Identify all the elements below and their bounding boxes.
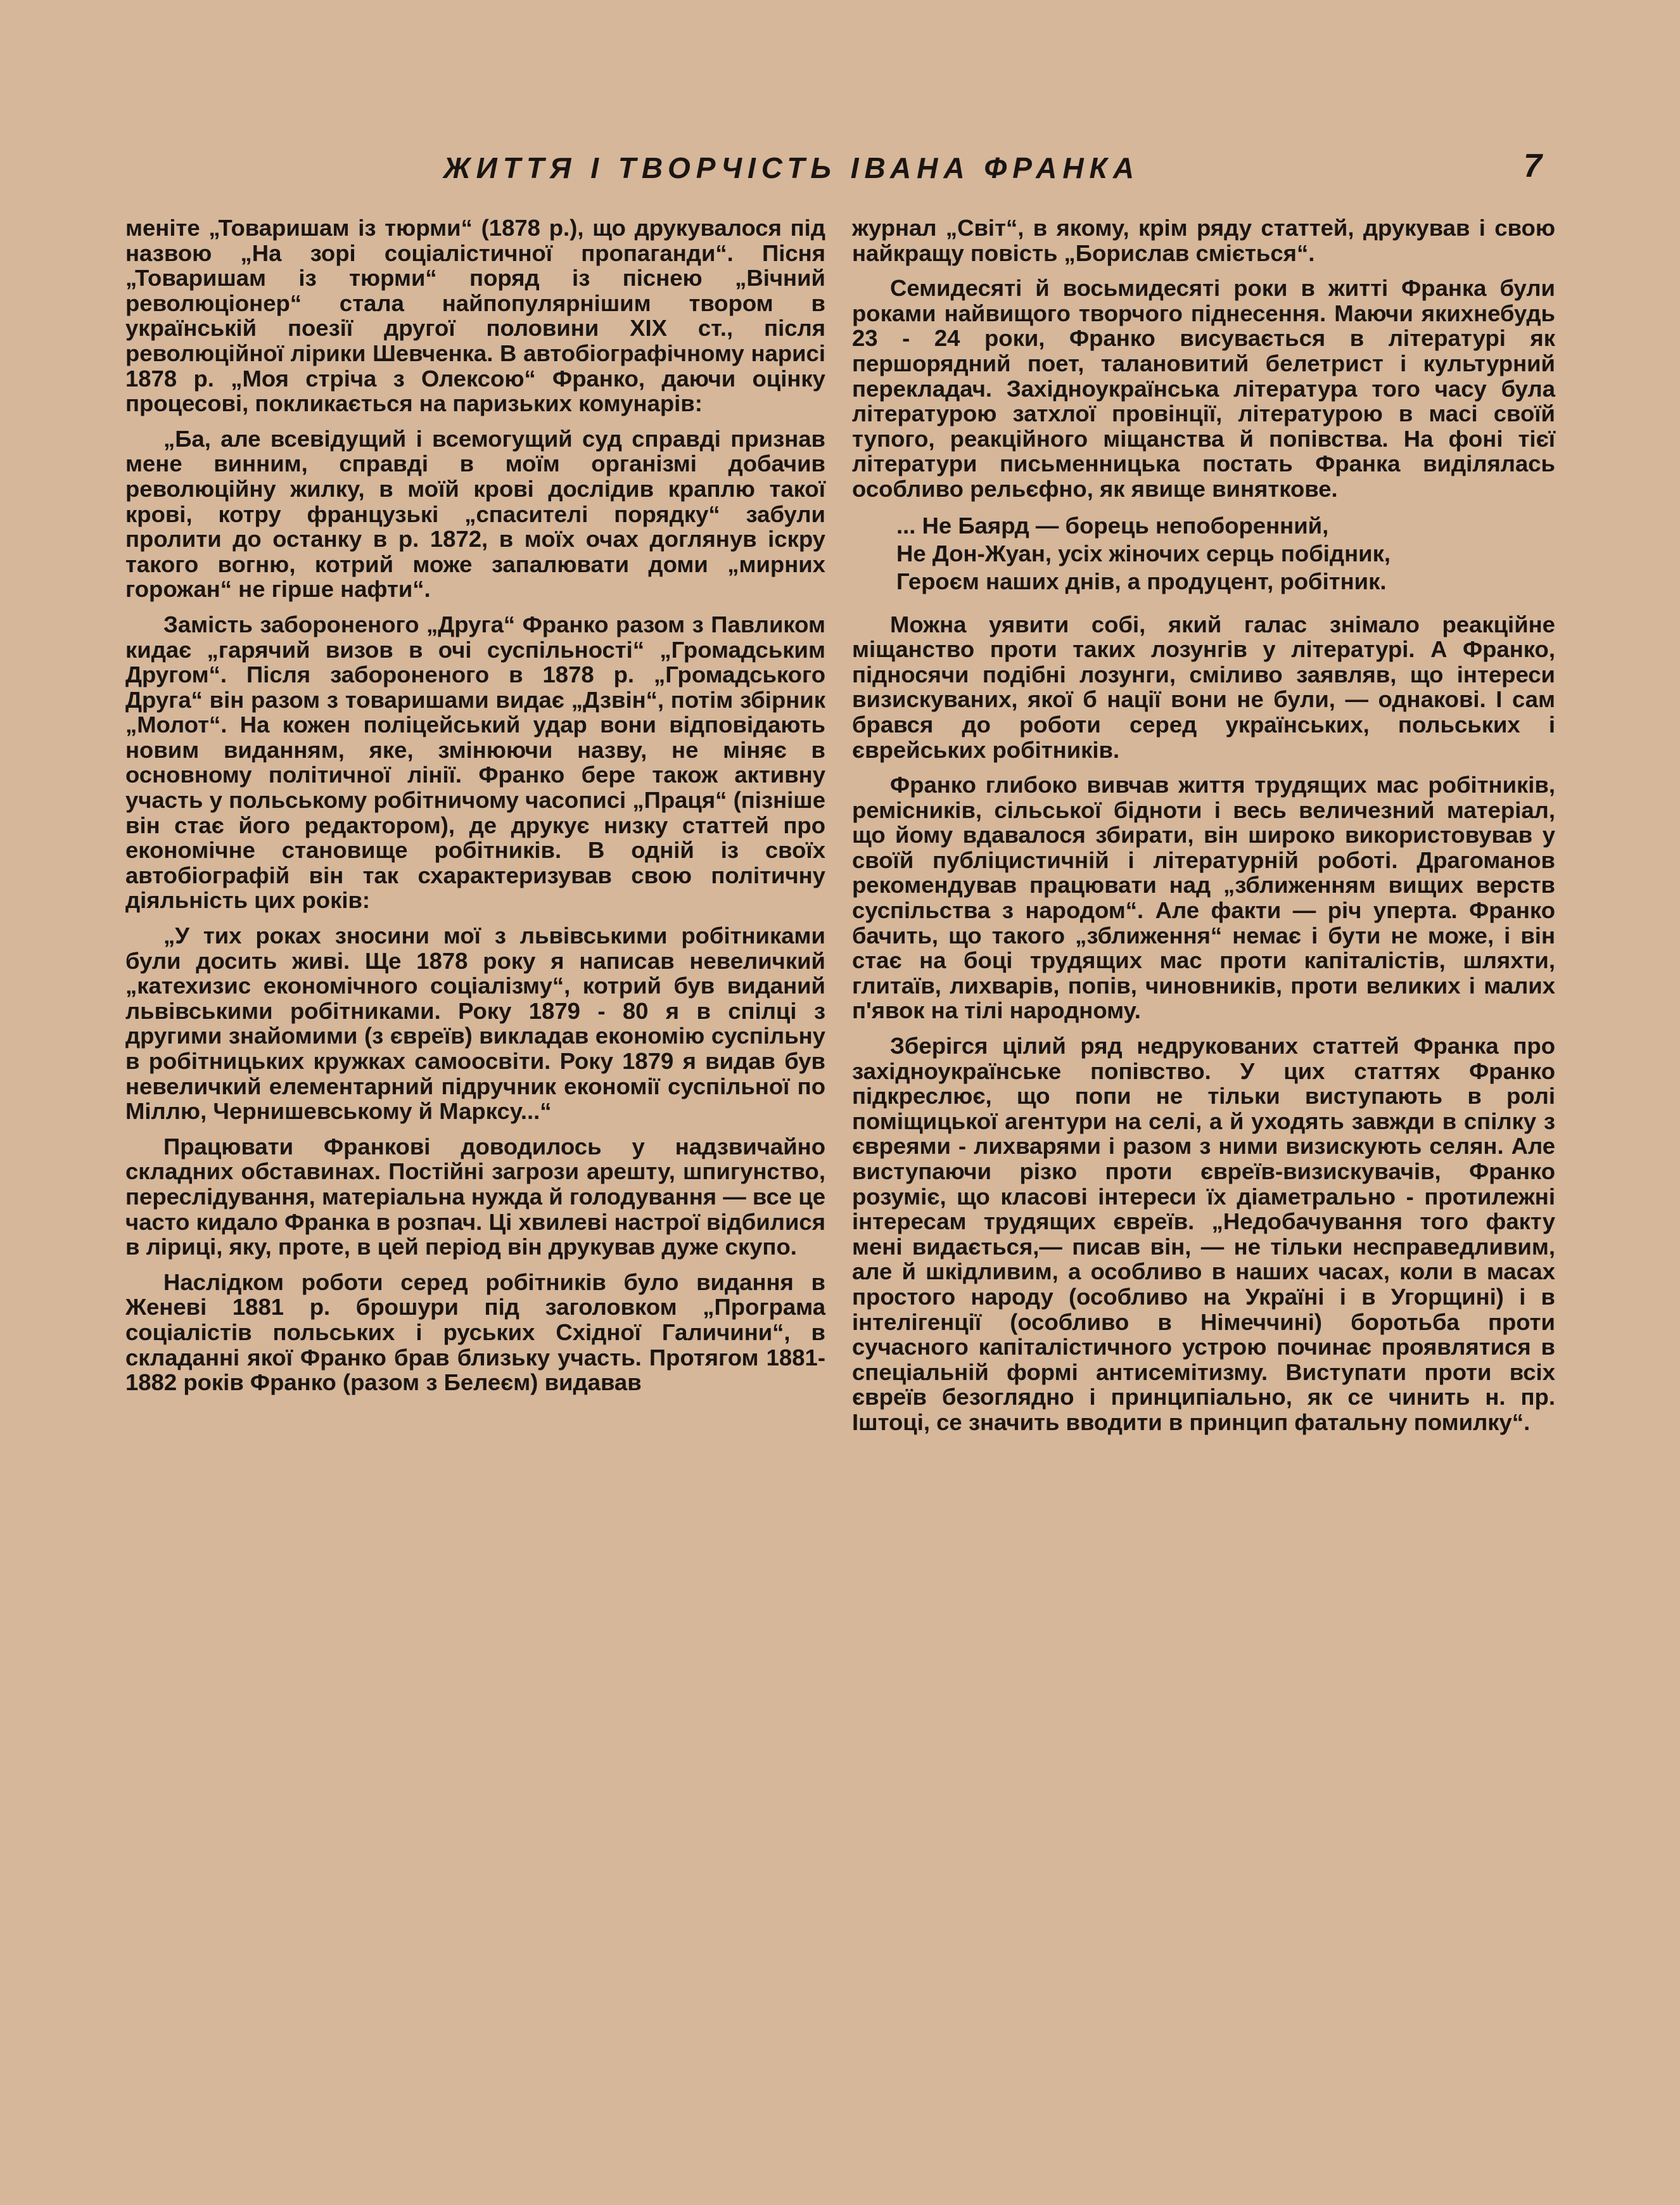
paragraph: Франко глибоко вивчав життя трудящих мас робітників, ремісників, сільської бідноти і весь величезний матеріал, що йому вдавалося збирати, він широко використовував у своїй публіцистичній і літературній роботі. Драгоманов рекомендував працювати над „зближенням вищих верств суспільства з народом“. Але факти — річ уперта. Франко бачить, що такого „зближення“ немає і бути не може, і він стає на боці трудящих мас проти капіталістів, шляхти, глитаїв, лихварів, попів, чиновників, проти великих і малих п'явок на тілі народному. [852, 772, 1555, 1024]
running-header: ЖИТТЯ І ТВОРЧІСТЬ ІВАНА ФРАНКА [443, 151, 1140, 184]
paragraph: меніте „Товаришам із тюрми“ (1878 р.), що друкувалося під назвою „На зорі соціалістичної пропаганди“. Пісня „Товаришам із тюрми“ поряд із піснею „Вічний революціонер“ стала найпопулярнішим твором в українській поезії другої половини XIX ст., після революційної лірики Шевченка. В автобіографічному нарисі 1878 р. „Моя стріча з Олексою“ Франко, даючи оцінку процесові, покликається на паризьких комунарів: [125, 215, 825, 417]
paragraph: Зберігся цілий ряд недрукованих статтей Франка про західноукраїнське попівство. У цих статтях Франко підкреслює, що попи не тільки виступають в ролі поміщицької агентури на селі, а й уходять завжди в спілку з євреями - лихварями і разом з ними визискують селян. Але виступаючи різко проти євреїв-визискувачів, Франко розуміє, що класові інтереси їх діаметрально - протилежні інтересам трудящих євреїв. „Недобачування того факту мені видається,— писав він, — не тільки несправедливим, але й шкідливим, а особливо в наших часах, коли в масах простого народу (особливо на Україні і в Угорщині) і в інтелігенції (особливо в Німеччині) боротьба проти сучасного капіталістичного устрою починає проявлятися в спеціальній формі антисемітизму. Виступати проти всіх євреїв безоглядно і принципіально, як се чинить н. пр. Іштоці, се значить вводити в принцип фатальну помилку“. [852, 1033, 1555, 1435]
quote-paragraph: „У тих роках зносини мої з львівськими робітниками були досить живі. Ще 1878 року я написав невеличкий „катехизис економічного соціалізму“, котрий був виданий львівськими робітниками. Року 1879 - 80 я в спілці з другими знайомими (з євреїв) викладав економію суспільну в робітницьких кружках самоосвіти. Року 1879 я видав був невеличкий елементарний підручник економії суспільної по Міллю, Чернишевському й Марксу...“ [125, 923, 825, 1125]
verse-line: Героєм наших днів, а продуцент, робітник. [896, 568, 1387, 594]
paragraph: Можна уявити собі, який галас знімало реакційне міщанство проти таких лозунгів у літературі. А Франко, підносячи подібні лозунги, сміливо заявляв, що інтереси визискуваних, якої б нації вони не були, — однакові. І сам брався до роботи серед українських, польських і єврейських робітників. [852, 611, 1555, 763]
verse-quote [896, 512, 1555, 596]
paragraph: Семидесяті й восьмидесяті роки в житті Франка були роками найвищого творчого піднесення. Маючи якихнебудь 23 - 24 роки, Франко висувається в літературі як першорядний поет, талановитий белетрист і культурний перекладач. Західноукраїнська література того часу була літературою затхлої провінції, літературою в масі своїй тупого, реакційного міщанства й попівства. На фоні тієї літератури письменницька постать Франка виділялась особливо рельєфно, як явище виняткове. [852, 275, 1555, 502]
verse-line: Не Дон-Жуан, усіх жіночих серць побідник, [896, 540, 1390, 566]
quote-paragraph: „Ба, але всевідущий і всемогущий суд справді признав мене винним, справді в моїм організмі добачив революційну жилку, в моїй крові дослідив краплю такої крові, котру французькі „спасителі порядку“ забули пролити до останку в р. 1872, в моїх очах доглянув іскру такого вогню, котрий може запалювати доми „мирних горожан“ не гірше нафти“. [125, 425, 825, 603]
right-column [852, 215, 1555, 1445]
verse-line: ... Не Баярд — борець непоборенний, [896, 512, 1329, 539]
paragraph: Наслідком роботи серед робітників було видання в Женеві 1881 р. брошури під заголовком „Програма соціалістів польських і руських Східної Галичини“, в складанні якої Франко брав близьку участь. Протягом 1881-1882 років Франко (разом з Белеєм) видавав [125, 1269, 825, 1396]
paragraph: Працювати Франкові доводилось у надзвичайно складних обставинах. Постійні загрози арешту, шпигунство, переслідування, матеріальна нужда й голодування — все це часто кидало Франка в розпач. Ці хвилеві настрої відбилися в ліриці, яку, проте, в цей період він друкував дуже скупо. [125, 1133, 825, 1260]
paragraph: журнал „Світ“, в якому, крім ряду статтей, друкував і свою найкращу повість „Борислав сміється“. [852, 215, 1555, 266]
left-column [125, 215, 825, 1405]
page-number: 7 [1524, 148, 1542, 184]
paragraph: Замість забороненого „Друга“ Франко разом з Павликом кидає „гарячий визов в очі суспільності“ „Громадським Другом“. Після забороненого в 1878 р. „Громадського Друга“ він разом з товаришами видає „Дзвін“, потім збірник „Молот“. На кожен поліцейський удар вони відповідають новим виданням, яке, змінюючи назву, не міняє в основному політичної лінії. Франко бере також активну участь у польському робітничому часописі „Праця“ (пізніше він стає його редактором), де друкує низку статтей про економічне становище робітників. В одній із своїх автобіографій він так схарактеризував свою політичну діяльність цих років: [125, 611, 825, 914]
